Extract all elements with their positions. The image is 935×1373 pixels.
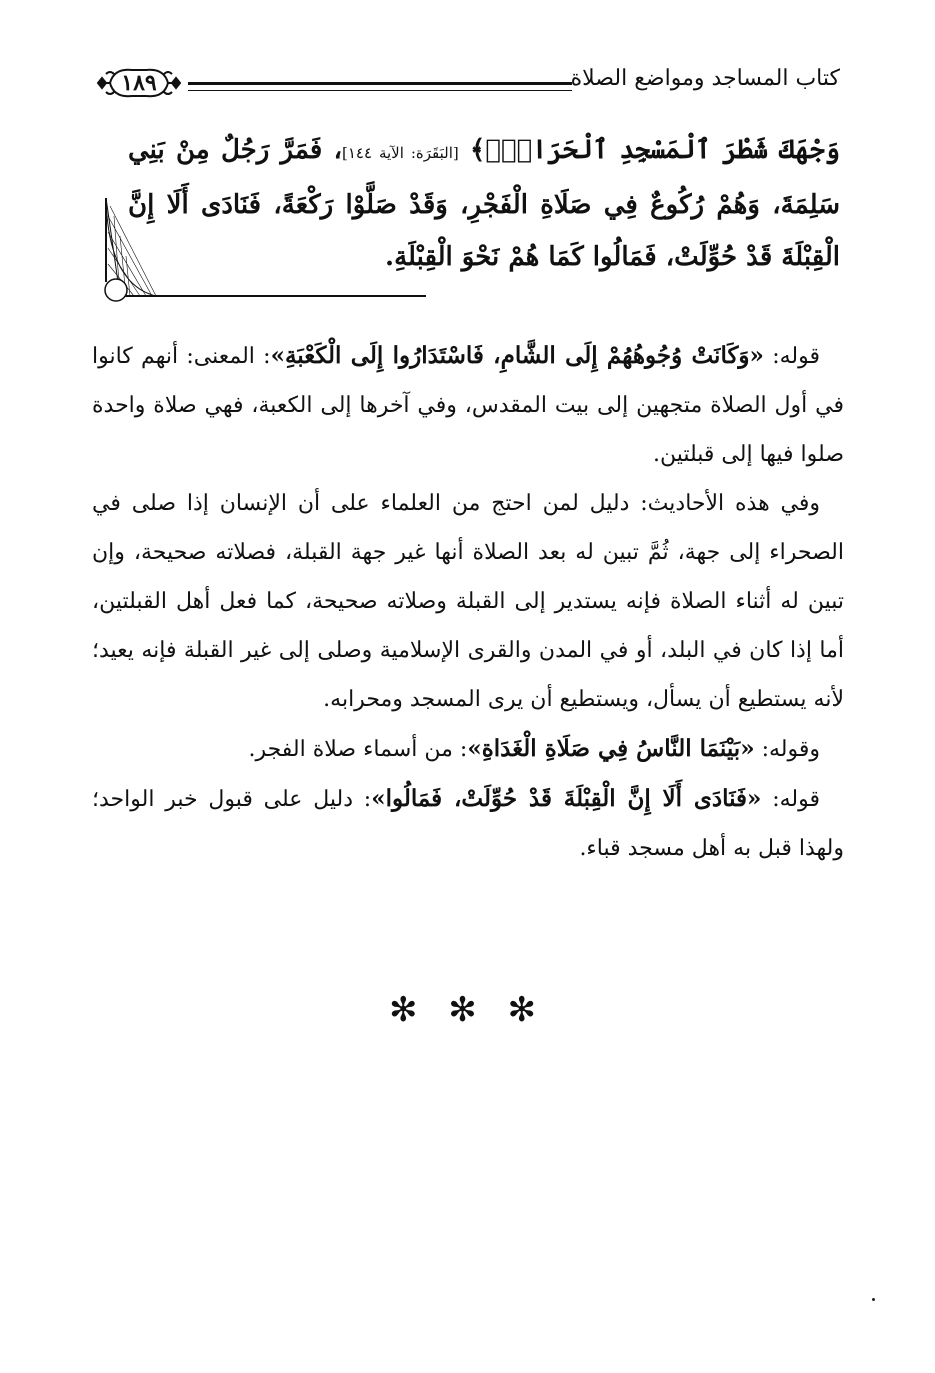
commentary-paragraph-2: وفي هذه الأحاديث: دليل لمن احتج من العلماء على أن الإنسان إذا صلى في الصحراء إلى جهة، ثُمَّ تبين له بعد الصلاة أنها غير جهة القبلة، فصلاته صحيحة، وإن تبين له أثناء الصلاة فإنه يستدير إلى القبلة وصلاته صحيحة، كما فعل أهل القبلتين، أما إذا كان في البلد، أو في المدن والقرى الإسلامية وصلى إلى غير القبلة فإنه يعيد؛ لأنه يستطيع أن يسأل، ويستطيع أن يرى المسجد ومحرابه.: [92, 491, 844, 712]
header-rule: [188, 82, 572, 91]
hadith-quote: «فَنَادَى أَلَا إِنَّ الْقِبْلَةَ قَدْ حُوِّلَتْ، فَمَالُوا»: [371, 785, 762, 812]
paragraph-text: : المعنى: أنهم كانوا في أول الصلاة متجهين إلى بيت المقدس، وفي آخرها إلى الكعبة، فهي صلاة واحدة صلوا فيها إلى قبلتين.: [92, 344, 844, 467]
paragraph-lead: وقوله:: [754, 737, 820, 762]
book-chapter-title: كتاب المساجد ومواضع الصلاة: [570, 66, 840, 91]
quran-quote: وَجْهَكَ شَطْرَ ٱلْمَسْجِدِ ٱلْحَرَامِۚ﴾: [470, 135, 840, 165]
paragraph-lead: قوله:: [761, 787, 820, 812]
commentary-paragraph-4: [92, 774, 844, 873]
page-number-badge: [92, 62, 186, 104]
quran-citation: [البَقَرَة: الآية ١٤٤]: [341, 144, 459, 162]
hadith-quote: «وَكَانَتْ وُجُوهُهُمْ إِلَى الشَّامِ، فَاسْتَدَارُوا إِلَى الْكَعْبَةِ»: [270, 342, 764, 369]
commentary: [92, 331, 844, 873]
scan-speck: [872, 1298, 875, 1301]
hadith-continuation: ، فَمَرَّ رَجُلٌ مِنْ بَنِي سَلِمَةَ، وَهُمْ رُكُوعٌ فِي صَلَاةِ الْفَجْرِ، وَقَدْ صَلَّوْا رَكْعَةً، فَنَادَى أَلَا إِنَّ الْقِبْلَةَ قَدْ حُوِّلَتْ، فَمَالُوا كَمَا هُمْ نَحْوَ الْقِبْلَةِ.: [128, 135, 840, 272]
page-header: [92, 62, 840, 104]
hadith-quote: «بَيْنَمَا النَّاسُ فِي صَلَاةِ الْغَدَاةِ»: [467, 735, 755, 762]
commentary-paragraph-1: [92, 331, 844, 479]
commentary-paragraph-3: [92, 724, 844, 774]
page-number: ١٨٩: [121, 70, 157, 96]
paragraph-text: : دليل على قبول خبر الواحد؛ ولهذا قبل به أهل مسجد قباء.: [92, 787, 844, 861]
section-separator-stars: ✻ ✻ ✻: [388, 990, 547, 1030]
paragraph-text: : من أسماء صلاة الفجر.: [248, 737, 468, 762]
corner-ornament-icon: [96, 196, 436, 304]
paragraph-lead: قوله:: [763, 344, 820, 369]
